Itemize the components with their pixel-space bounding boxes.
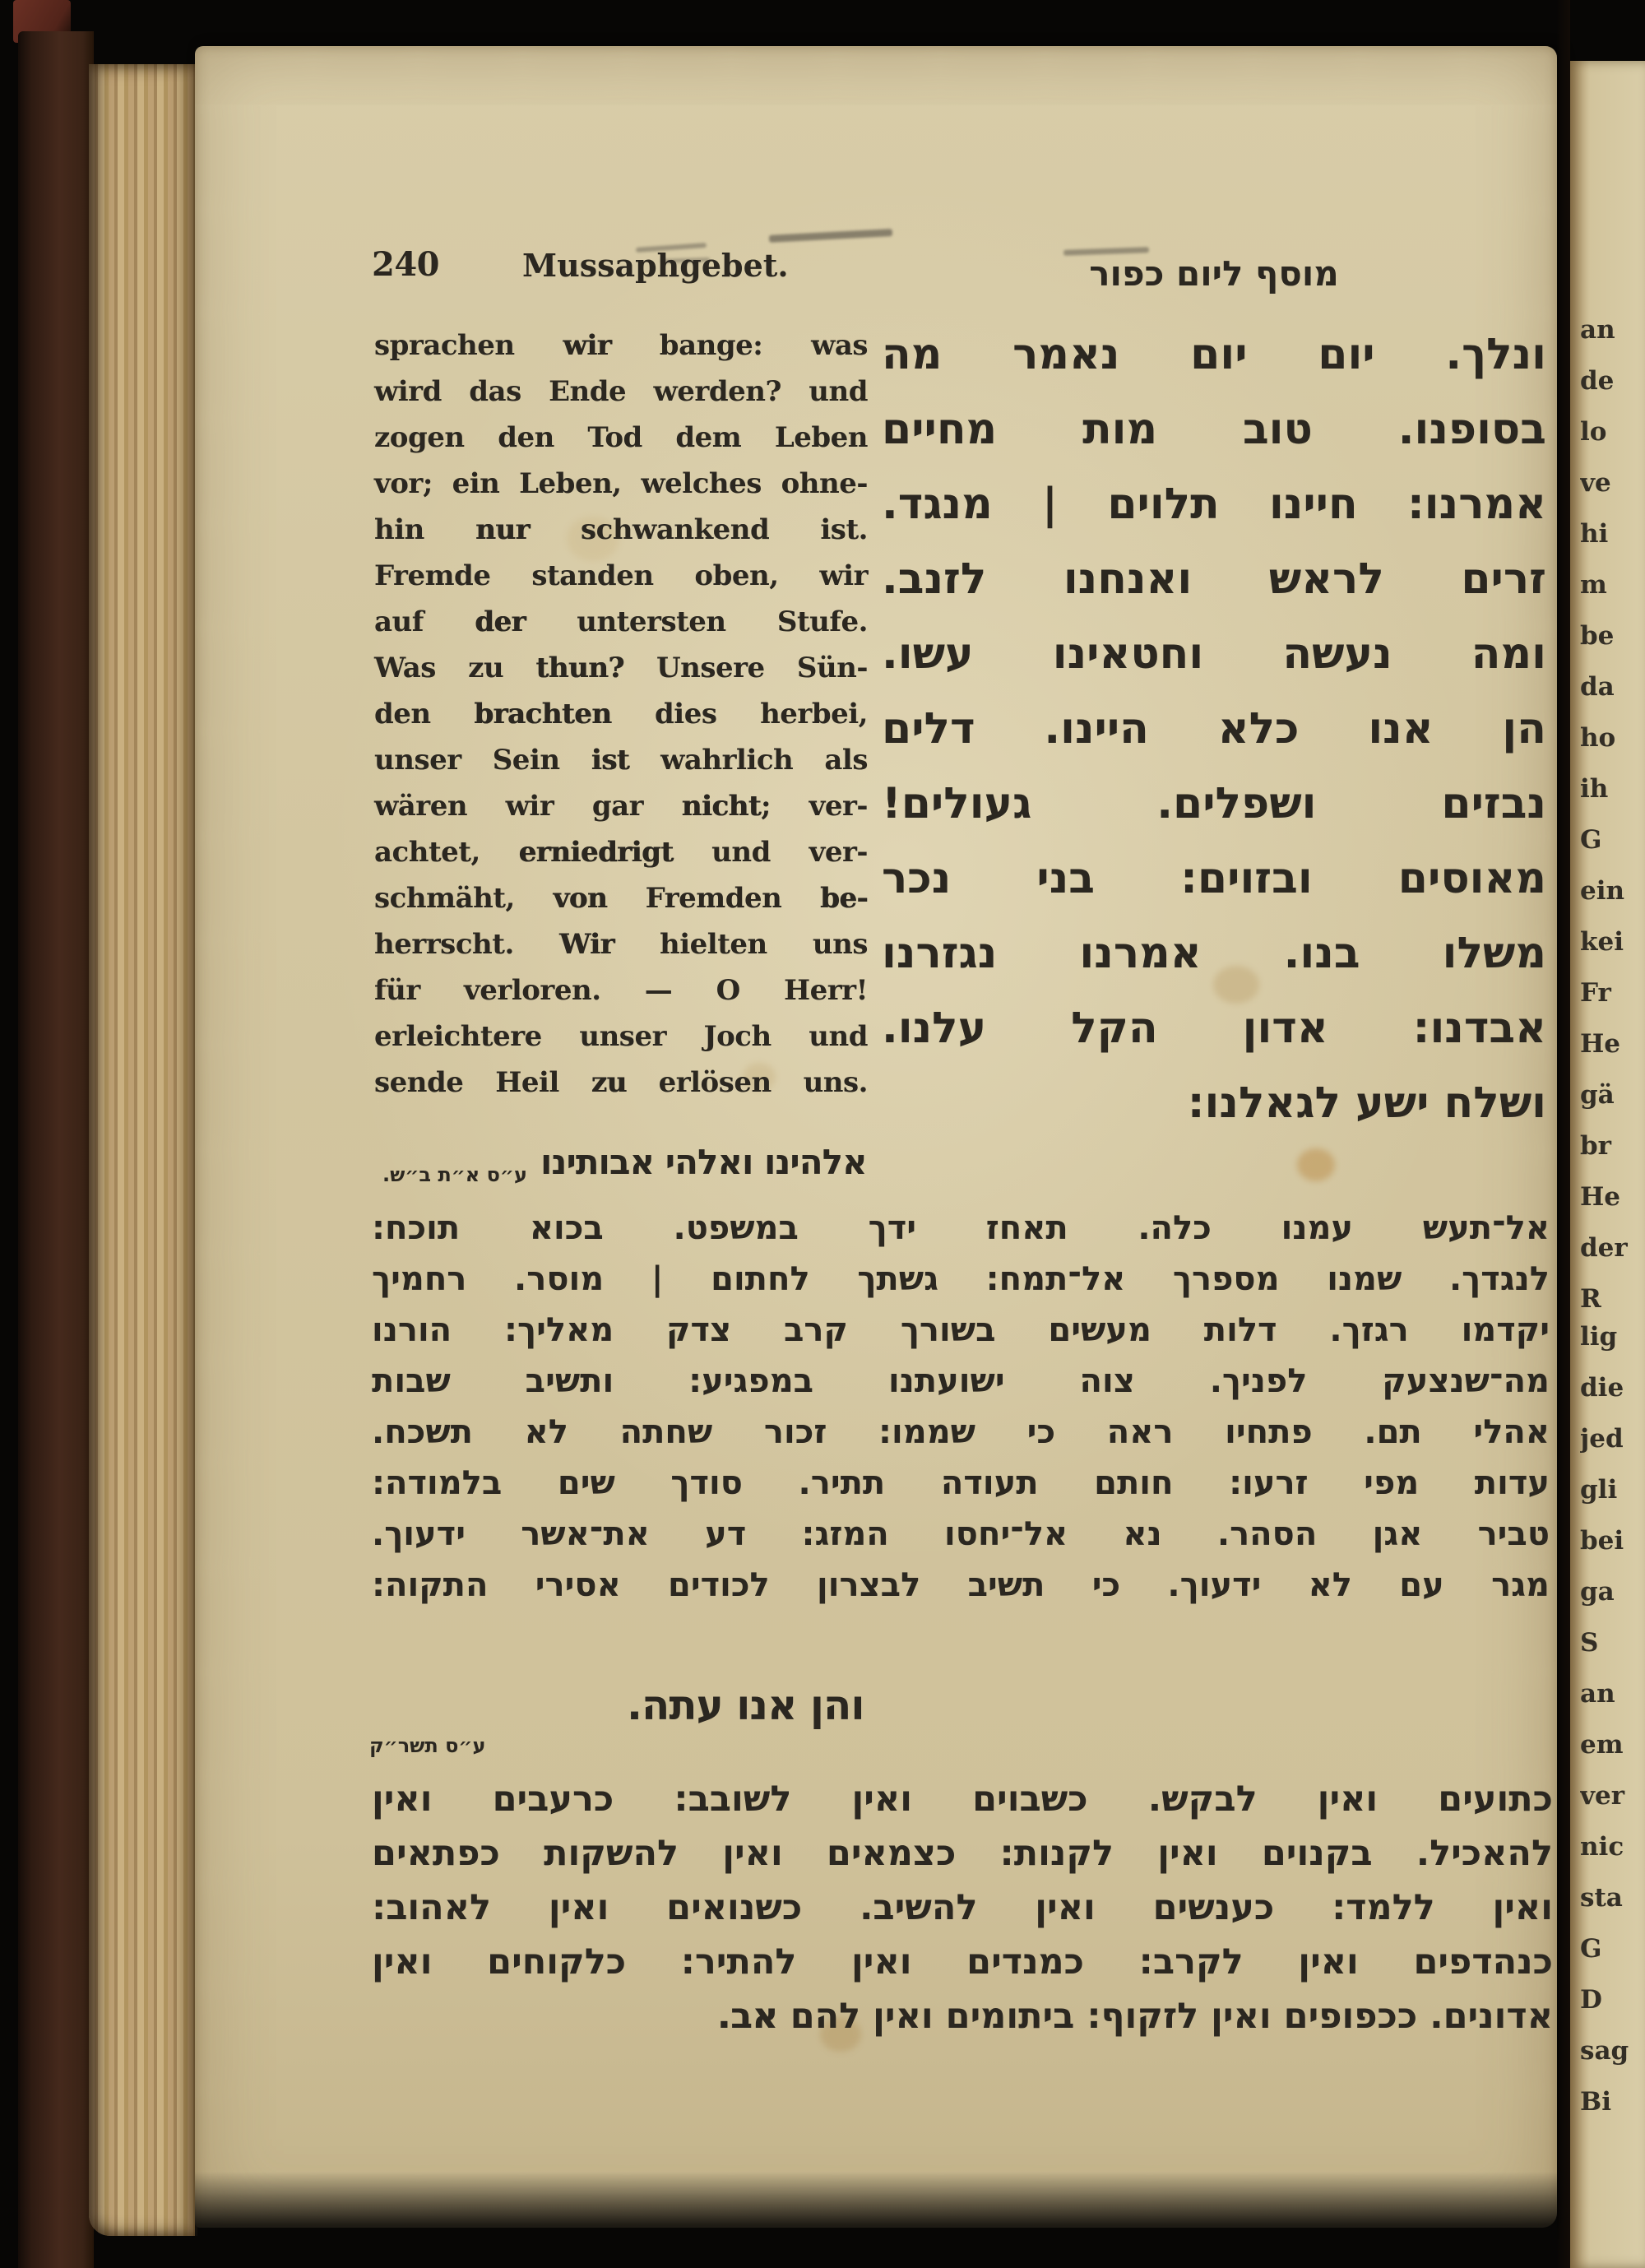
german-text-line: für verloren. — O Herr! xyxy=(374,974,868,1007)
german-text-line: zogen den Tod dem Leben xyxy=(374,421,868,454)
german-text-fragment: G xyxy=(1580,1934,1602,1964)
german-text-line: unser Sein ist wahrlich als xyxy=(374,744,868,777)
hebrew-text-line: זרים לראש ואנחנו לזנב. xyxy=(882,554,1546,604)
german-text-fragment: da xyxy=(1580,672,1615,702)
german-text-line: den brachten dies herbei, xyxy=(374,698,868,730)
german-text-line: vor; ein Leben, welches ohne- xyxy=(374,467,868,500)
german-text-fragment: ve xyxy=(1580,468,1611,498)
german-text-line: Was zu thun? Unsere Sün- xyxy=(374,652,868,684)
hebrew-text-line: ושלח ישע לגאלנו: xyxy=(1187,1078,1546,1128)
german-text-line: Fremde standen oben, wir xyxy=(374,559,868,592)
german-text-fragment: gli xyxy=(1580,1475,1618,1505)
german-text-fragment: lig xyxy=(1580,1322,1618,1352)
tashrak-order-annotation: ע״ס תשר״ק xyxy=(369,1734,486,1757)
german-text-line: sprachen wir bange: was xyxy=(374,329,869,362)
german-text-fragment: an xyxy=(1580,1679,1615,1709)
german-text-line: hin nur schwankend ist. xyxy=(374,513,868,546)
german-text-fragment: ho xyxy=(1580,723,1616,753)
german-text-fragment: jed xyxy=(1580,1424,1624,1454)
page-stack-edge xyxy=(89,64,197,2236)
german-text-fragment: bei xyxy=(1580,1526,1624,1556)
german-text-fragment: sta xyxy=(1580,1883,1623,1913)
german-text-fragment: de xyxy=(1580,366,1615,396)
hebrew-text-line: משלו בנו. אמרנו נגזרנו xyxy=(882,929,1546,978)
tashrak-section-heading: והן אנו עתה. xyxy=(627,1681,864,1729)
german-text-fragment: G xyxy=(1580,825,1602,855)
book-cover-spine xyxy=(18,31,94,2268)
hebrew-text-line: אל־תעש עמנו כלה. תאחז ידך במשפט. בכוא תוכח: xyxy=(372,1209,1550,1247)
german-translation-column xyxy=(374,322,868,1106)
german-text-fragment: ver xyxy=(1580,1781,1625,1811)
german-text-fragment: He xyxy=(1580,1029,1621,1059)
german-text-line: wird das Ende werden? und xyxy=(374,375,868,408)
german-text-fragment: S xyxy=(1580,1628,1599,1658)
german-text-fragment: em xyxy=(1580,1730,1624,1760)
german-text-fragment: ga xyxy=(1580,1577,1615,1607)
atbash-section-heading: אלהינו ואלהי אבותינו xyxy=(540,1142,867,1182)
german-text-fragment: sag xyxy=(1580,2036,1629,2066)
german-text-line: herrscht. Wir hielten uns xyxy=(374,928,869,961)
hebrew-text-line: טביר אגן הסהר. נא אל־יחסו המזג: דע את־אשר ידעוך. xyxy=(372,1515,1550,1553)
german-text-fragment: der xyxy=(1580,1233,1628,1263)
german-text-fragment: lo xyxy=(1580,417,1607,447)
hebrew-text-line: מאוסים ובזוים: בני נכר xyxy=(882,854,1546,903)
facing-page-sliver xyxy=(1570,61,1645,2268)
atbash-order-annotation: ע״ס א״ת ב״ש. xyxy=(382,1163,527,1186)
german-text-line: sende Heil zu erlösen uns. xyxy=(374,1066,868,1099)
german-text-fragment: kei xyxy=(1580,927,1624,957)
german-text-line: auf der untersten Stufe. xyxy=(374,605,868,638)
german-text-fragment: ein xyxy=(1580,876,1625,906)
german-text-fragment: be xyxy=(1580,621,1615,651)
hebrew-text-line: מה־שנצעק לפניך. צוה ישועתנו במפגיע: ותשיב שבות xyxy=(372,1362,1550,1400)
stain xyxy=(1297,1148,1335,1181)
german-text-fragment: Fr xyxy=(1580,978,1611,1008)
hebrew-text-line: הן אנו כלא היינו. דלים xyxy=(882,704,1546,754)
german-text-fragment: ih xyxy=(1580,774,1609,804)
german-text-line: wären wir gar nicht; ver- xyxy=(374,790,868,823)
facing-page-text-fragments-top xyxy=(1580,304,1643,1324)
german-text-fragment: hi xyxy=(1580,519,1609,549)
page-bottom-shadow xyxy=(195,2172,1557,2268)
page-number: 240 xyxy=(372,245,439,284)
hebrew-text-line: בסופנו. טוב מות מחיים xyxy=(882,405,1546,454)
hebrew-text-line: עדות מפי זרעו: חותם תעודה תתיר. סודך שים בלמודה: xyxy=(372,1464,1550,1502)
page-title-hebrew: מוסף ליום כפור xyxy=(1089,253,1339,294)
hebrew-text-line: לנגדך. שמנו מספרך אל־תמח: גשתך לחתום | מוסר. רחמיך xyxy=(372,1260,1550,1298)
german-text-fragment: Bi xyxy=(1580,2087,1611,2117)
hebrew-text-line: אהלי תם. פתחיו ראה כי שממו: זכור שחתה לא תשכח. xyxy=(372,1413,1550,1451)
german-text-fragment: m xyxy=(1580,570,1607,600)
german-text-fragment: D xyxy=(1580,1985,1602,2015)
hebrew-text-line: כתועים ואין לבקש. כשבוים ואין לשובב: כרעבים ואין xyxy=(372,1779,1553,1820)
german-text-fragment: nic xyxy=(1580,1832,1624,1862)
german-text-fragment: die xyxy=(1580,1373,1624,1403)
german-text-fragment: an xyxy=(1580,315,1615,345)
hebrew-text-line: אדונים. ככפופים ואין לזקוף: ביתומים ואין להם אב. xyxy=(716,1996,1553,2037)
hebrew-text-line: כנהדפים ואין לקרב: כמנדים ואין להתיר: כלקוחים ואין xyxy=(372,1941,1553,1983)
hebrew-text-line: ונלך. יום יום נאמר מה xyxy=(882,330,1546,379)
page-gutter xyxy=(1557,0,1570,2268)
german-text-fragment: R xyxy=(1580,1284,1601,1314)
hebrew-text-line: יקדמו רגזך. דלות מעשים בשורך קרב צדק מאליך: הורנו xyxy=(372,1311,1550,1349)
hebrew-prayer-column xyxy=(882,318,1546,1141)
hebrew-text-line: אמרנו: חיינו תלוים | מנגד. xyxy=(882,480,1546,529)
german-text-fragment: gä xyxy=(1580,1080,1615,1110)
german-text-fragment: br xyxy=(1580,1131,1612,1161)
facing-page-text-fragments-bottom xyxy=(1580,1311,1643,2127)
hebrew-text-line: להאכיל. בקנוים ואין לקנות: כצמאים ואין להשקות כפתאים xyxy=(372,1833,1553,1874)
german-text-line: achtet, erniedrigt und ver- xyxy=(374,836,868,869)
tashrak-piyyut-body xyxy=(372,1772,1553,2043)
page-title-german: Mussaphgebet. xyxy=(522,247,789,284)
german-text-line: erleichtere unser Joch und xyxy=(374,1020,868,1053)
hebrew-text-line: נבזים ושפלים. געולים! xyxy=(882,779,1546,828)
hebrew-text-line: אבדנו: אדון הקל עלנו. xyxy=(882,1004,1546,1053)
german-text-fragment: He xyxy=(1580,1182,1621,1212)
ink-smudge xyxy=(769,229,892,243)
left-page xyxy=(195,46,1557,2228)
hebrew-text-line: ומה נעשה וחטאינו עשו. xyxy=(882,629,1546,679)
hebrew-text-line: ואין ללמד: כענשים ואין להשיב. כשנואים ואין לאהוב: xyxy=(372,1887,1553,1928)
german-text-line: schmäht, von Fremden be- xyxy=(374,882,868,915)
atbash-piyyut-body xyxy=(372,1203,1550,1611)
hebrew-text-line: מגר עם לא ידעוך. כי תשיב לבצרון לכודים אסירי התקוה: xyxy=(372,1566,1550,1604)
